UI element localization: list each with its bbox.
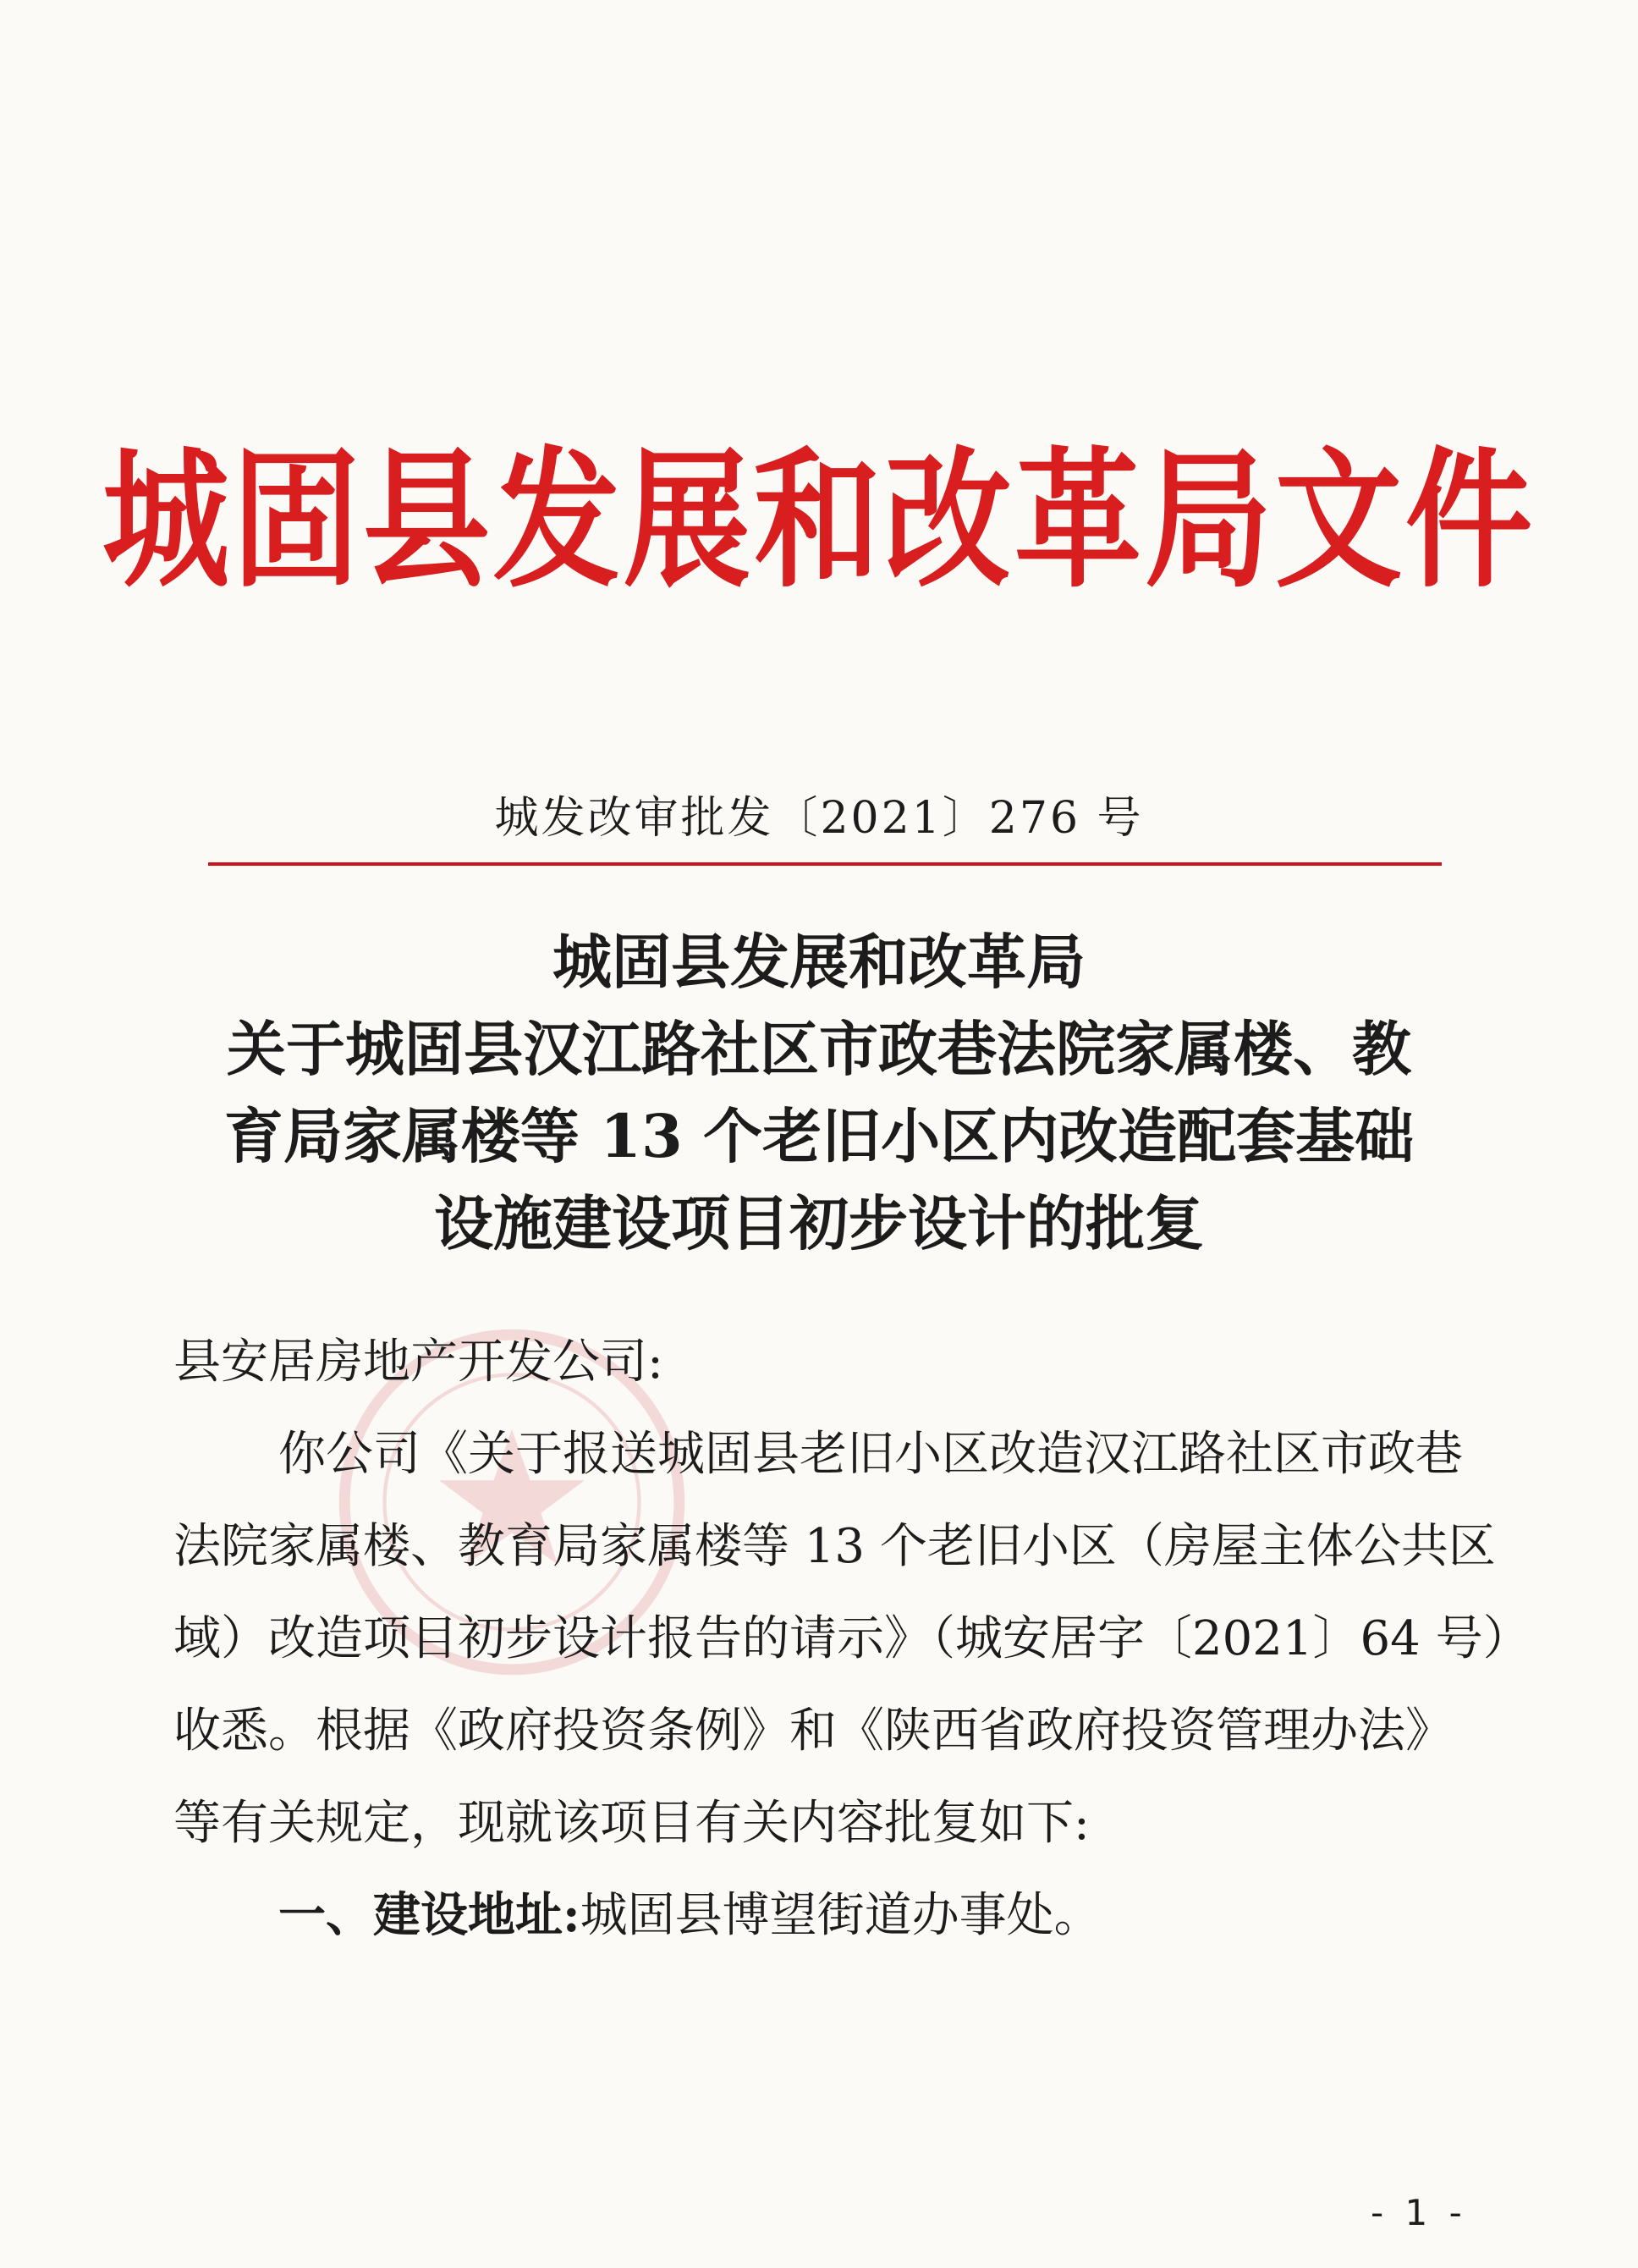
paragraph-line: 域）改造项目初步设计报告的请示》（城安居字〔2021〕64 号） xyxy=(173,1611,1531,1666)
paragraph-line: 等有关规定，现就该项目有关内容批复如下: xyxy=(173,1796,1090,1851)
title-line: 城固县发展和改革局 xyxy=(552,927,1086,997)
masthead-title: 城固县发展和改革局文件 xyxy=(102,434,1536,608)
title-line: 设施建设项目初步设计的批复 xyxy=(434,1188,1204,1258)
section-1 xyxy=(173,1869,1443,1962)
document-title xyxy=(169,918,1469,1267)
section-1-heading: 一、建设地址: xyxy=(278,1887,580,1943)
page-number: - 1 - xyxy=(1371,2192,1467,2233)
document-body xyxy=(173,1316,1531,1962)
paragraph-line: 法院家属楼、教育局家属楼等 13 个老旧小区（房屋主体公共区 xyxy=(173,1519,1496,1574)
addressee: 县安居房地产开发公司: xyxy=(173,1335,663,1390)
title-line: 育局家属楼等 13 个老旧小区内改造配套基础 xyxy=(223,1101,1415,1171)
document-number: 城发改审批发〔2021〕276 号 xyxy=(494,793,1144,844)
red-divider-line xyxy=(208,862,1442,866)
title-line: 关于城固县汉江路社区市政巷法院家属楼、教 xyxy=(227,1014,1411,1084)
paragraph-line: 收悉。根据《政府投资条例》和《陕西省政府投资管理办法》 xyxy=(173,1704,1453,1759)
section-1-content: 城固县博望街道办事处。 xyxy=(580,1888,1102,1943)
paragraph-line: 你公司《关于报送城固县老旧小区改造汉江路社区市政巷 xyxy=(278,1427,1463,1482)
